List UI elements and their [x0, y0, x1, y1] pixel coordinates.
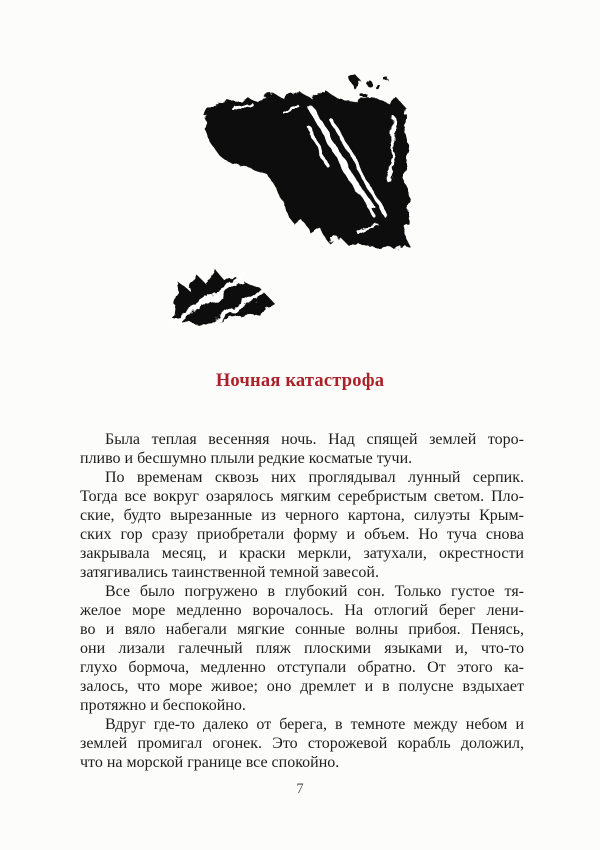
- text-line: желое море медленно ворочалось. На отлогий берег лени-: [80, 602, 524, 619]
- text-line: Вдруг где-то далеко от берега, в темноте между небом и: [105, 716, 524, 733]
- text-line: закрывала месяц, и краски меркли, затухали, окрестности: [80, 545, 524, 562]
- text-line: что на морской границе все спокойно.: [80, 754, 340, 771]
- body-text: [80, 430, 524, 772]
- night-clouds-ink-drawing: [162, 74, 418, 330]
- text-line: Была теплая весенняя ночь. Над спящей землей торо-: [105, 431, 524, 448]
- ink-speck: [376, 85, 381, 90]
- chapter-title: Ночная катастрофа: [215, 371, 385, 391]
- text-line: они лизали галечный пляж плоскими языками и, что-то: [80, 640, 524, 657]
- text-line: протяжно и беспокойно.: [80, 697, 246, 714]
- text-line: Все было погружено в глубокий сон. Только густое тя-: [105, 583, 524, 600]
- text-line: во и вяло набегали мягкие сонные волны прибоя. Пенясь,: [80, 621, 524, 638]
- ink-illustration: [162, 74, 418, 330]
- ink-speck: [365, 79, 371, 85]
- ink-speck: [384, 77, 388, 81]
- text-line: затягивались таинственной темной завесой.: [80, 564, 379, 581]
- text-line: По временам сквозь них проглядывал лунный серпик.: [105, 469, 524, 486]
- ink-speck: [361, 94, 368, 98]
- text-line: землей промигал огонек. Это сторожевой корабль доложил,: [80, 735, 524, 752]
- text-line: пливо и бесшумно плыли редкие косматые тучи.: [80, 450, 413, 467]
- page-number: 7: [296, 781, 304, 797]
- ink-speck: [350, 77, 361, 90]
- text-line: Тогда все вокруг озарялось мягким серебристым светом. Пло-: [80, 488, 524, 505]
- text-line: глухо бормоча, медленно отступали обратно. От этого ка-: [80, 659, 524, 676]
- text-line: залось, что море живое; оно дремлет и в полусне вздыхает: [80, 678, 524, 695]
- text-line: ских гор сразу приобретали форму и объем. Но туча снова: [80, 526, 524, 543]
- text-line: ские, будто вырезанные из черного картона, силуэты Крым-: [80, 507, 524, 524]
